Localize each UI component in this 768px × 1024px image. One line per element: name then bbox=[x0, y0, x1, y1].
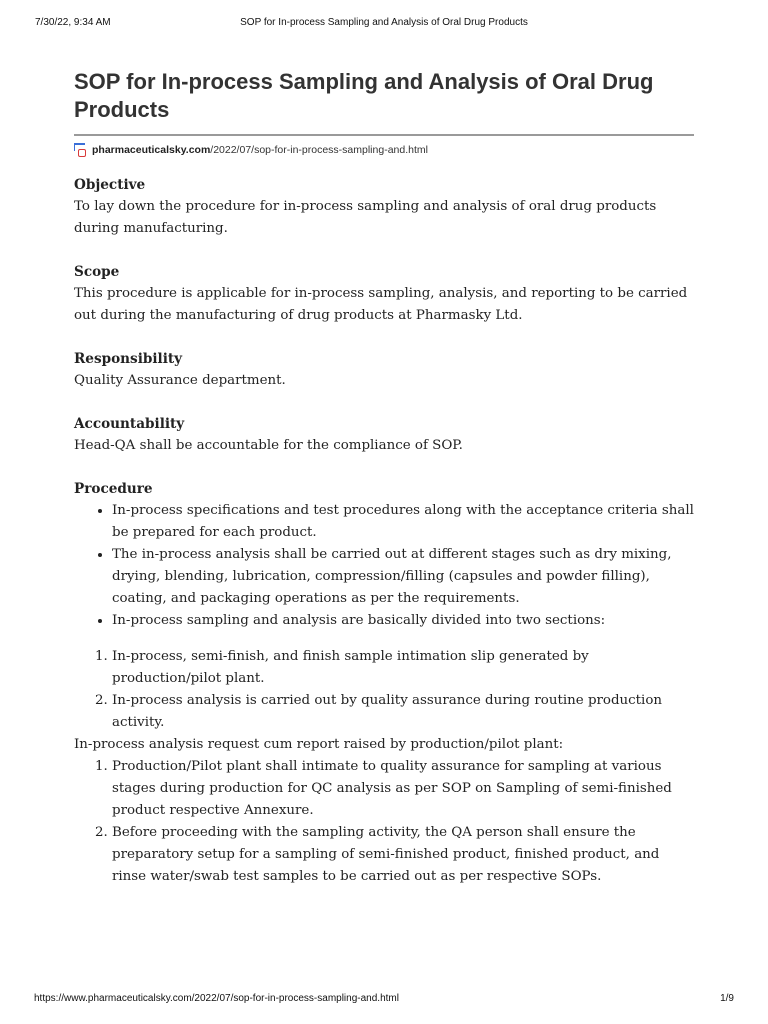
list-item: 1. Production/Pilot plant shall intimate to quality assurance for sampling at various stages during production for QC analysis as per SOP on Sampling of semi-finished product respective Annexure. bbox=[112, 756, 694, 822]
procedure-numbered-list-1 bbox=[74, 646, 694, 734]
print-datetime: 7/30/22, 9:34 AM bbox=[35, 17, 111, 28]
list-item: • The in-process analysis shall be carried out at different stages such as dry mixing, drying, blending, lubrication, compression/filling (capsules and powder filling), coating, and packaging operations as per the requirements. bbox=[112, 544, 694, 610]
list-item: 1. In-process, semi-finish, and finish sample intimation slip generated by production/pilot plant. bbox=[112, 646, 694, 690]
article-title: SOP for In-process Sampling and Analysis of Oral Drug Products bbox=[74, 69, 654, 122]
article-content bbox=[74, 174, 694, 888]
scope-heading: Scope bbox=[74, 264, 120, 280]
print-doc-title: SOP for In-process Sampling and Analysis of Oral Drug Products bbox=[240, 17, 528, 28]
source-path: /2022/07/sop-for-in-process-sampling-and.html bbox=[210, 144, 428, 156]
procedure-bullet-list bbox=[74, 500, 694, 632]
page-number: 1/9 bbox=[720, 993, 734, 1004]
accountability-heading: Accountability bbox=[74, 416, 185, 432]
list-item: 2. In-process analysis is carried out by quality assurance during routine production activity. bbox=[112, 690, 694, 734]
source-link[interactable] bbox=[74, 143, 694, 157]
objective-section bbox=[74, 174, 694, 240]
procedure-subheading: In-process analysis request cum report raised by production/pilot plant: bbox=[74, 737, 564, 752]
list-item: 2. Before proceeding with the sampling activity, the QA person shall ensure the preparatory setup for a sampling of semi-finished product, finished product, and rinse water/swab test samples to be carried out as per respective SOPs. bbox=[112, 822, 694, 888]
responsibility-heading: Responsibility bbox=[74, 351, 183, 367]
source-domain: pharmaceuticalsky.com bbox=[92, 144, 211, 156]
responsibility-text: Quality Assurance department. bbox=[74, 373, 286, 388]
site-favicon-icon bbox=[74, 143, 88, 157]
procedure-heading: Procedure bbox=[74, 481, 153, 497]
print-footer bbox=[0, 993, 768, 1007]
list-item: • In-process specifications and test procedures along with the acceptance criteria shall be prepared for each product. bbox=[112, 500, 694, 544]
objective-heading: Objective bbox=[74, 177, 146, 193]
print-footer-url: https://www.pharmaceuticalsky.com/2022/07/sop-for-in-process-sampling-and.html bbox=[34, 993, 399, 1004]
accountability-text: Head-QA shall be accountable for the compliance of SOP. bbox=[74, 438, 463, 453]
objective-text: To lay down the procedure for in-process sampling and analysis of oral drug products during manufacturing. bbox=[74, 199, 657, 236]
accountability-section bbox=[74, 413, 694, 457]
print-header bbox=[0, 17, 768, 31]
article bbox=[74, 68, 694, 888]
list-item: • In-process sampling and analysis are basically divided into two sections: bbox=[112, 610, 694, 632]
responsibility-section bbox=[74, 348, 694, 392]
title-divider bbox=[74, 134, 694, 136]
scope-text: This procedure is applicable for in-process sampling, analysis, and reporting to be carried out during the manufacturing of drug products at Pharmasky Ltd. bbox=[74, 286, 688, 323]
procedure-section bbox=[74, 478, 694, 888]
scope-section bbox=[74, 261, 694, 327]
procedure-numbered-list-2 bbox=[74, 756, 694, 888]
